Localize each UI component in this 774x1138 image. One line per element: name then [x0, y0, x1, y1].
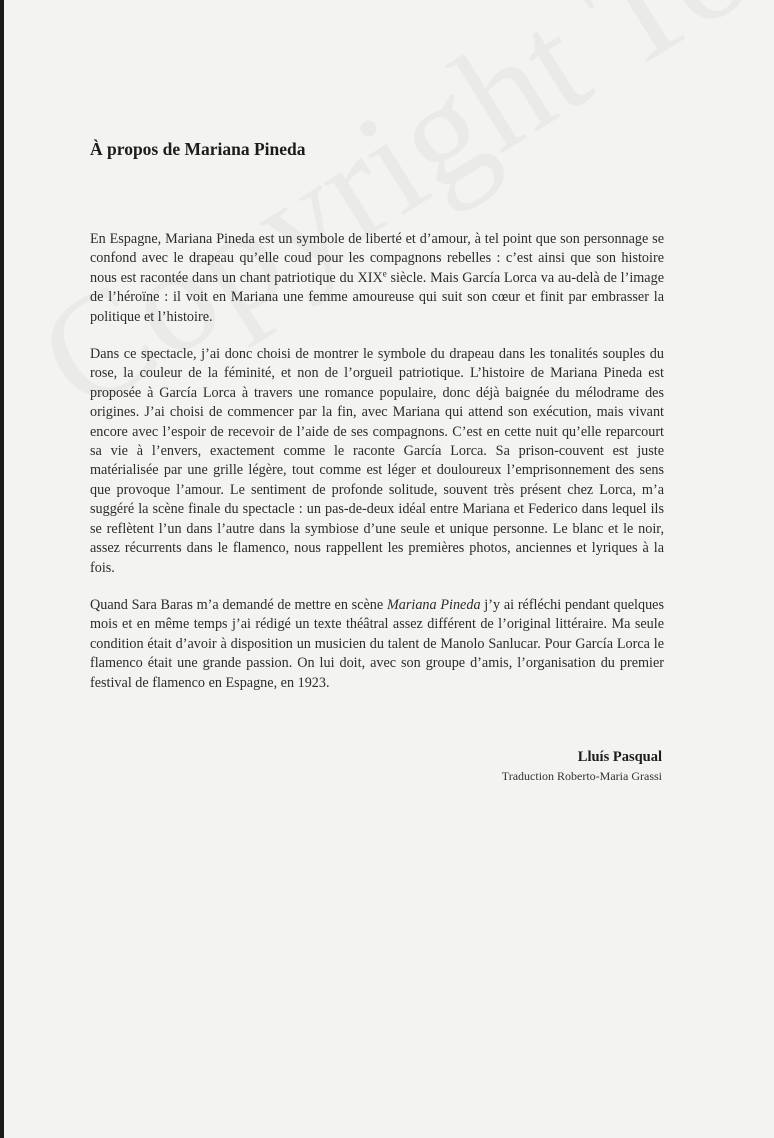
page-title: À propos de Mariana Pineda [90, 139, 306, 159]
paragraph-3 [90, 596, 664, 693]
translation-credit: Traduction Roberto-Maria Grassi [501, 769, 662, 783]
author-name: Lluís Pasqual [577, 749, 662, 765]
scan-edge [0, 0, 4, 1138]
paragraph-1-after: siècle. Mais García Lorca va au-delà de l’image de l’héroïne : il voit en Mariana une femme amoureuse qui suit son cœur et finit par embrasser la politique et l’histoire. [90, 269, 664, 325]
paragraph-3-after: j’y ai réfléchi pendant quelques mois et en même temps j’ai rédigé un texte théâtral assez différent de l’original littéraire. Ma seule condition était d’avoir à disposition un musicien du talent de Manolo Sanlucar. Pour García Lorca le flamenco était une grande passion. On lui doit, avec son groupe d’amis, l’organisation du premier festival de flamenco en Espagne, en 1923. [90, 596, 664, 691]
body-text [90, 230, 664, 711]
superscript: e [382, 268, 387, 279]
paragraph-1-text: En Espagne, Mariana Pineda est un symbole de liberté et d’amour, à tel point que son personnage se confond avec le drapeau qu’elle coud pour les compagnons rebelles : c’est ainsi que son histoire nous est racontée dans un chant patriotique du XIX [90, 231, 664, 286]
paragraph-3-text: Quand Sara Baras m’a demandé de mettre en scène [90, 596, 387, 613]
paragraph-1 [90, 230, 664, 327]
play-title: Mariana Pineda [386, 596, 481, 613]
paragraph-2: Dans ce spectacle, j’ai donc choisi de montrer le symbole du drapeau dans les tonalités souples du rose, la couleur de la féminité, et non de l’orgueil patriotique. L’histoire de Mariana Pineda est proposée à García Lorca à travers une romance populaire, donc déjà baignée du mélodrame des origines. J’ai choisi de commencer par la fin, avec Mariana qui attend son exécution, mais vivant encore avec l’espoir de recevoir de l’aide de ses compagnons. C’est en cette nuit qu’elle reparcourt sa vie à l’envers, exactement comme le raconte García Lorca. Sa prison-couvent est juste matérialisée par une grille légère, tout comme est léger et douloureux l’emprisonnement des sens que provoque l’amour. Le sentiment de profonde solitude, souvent très présent chez Lorca, m’a suggéré la scène finale du spectacle : un pas-de-deux idéal entre Mariana et Federico dans lequel ils se reflètent l’un dans l’autre dans la symbiose d’une seule et unique personne. Le blanc et le noir, assez récurrents dans le flamenco, nous rappellent les premières photos, anciennes et lyriques à la fois. [90, 346, 664, 576]
signature-block [502, 749, 662, 784]
